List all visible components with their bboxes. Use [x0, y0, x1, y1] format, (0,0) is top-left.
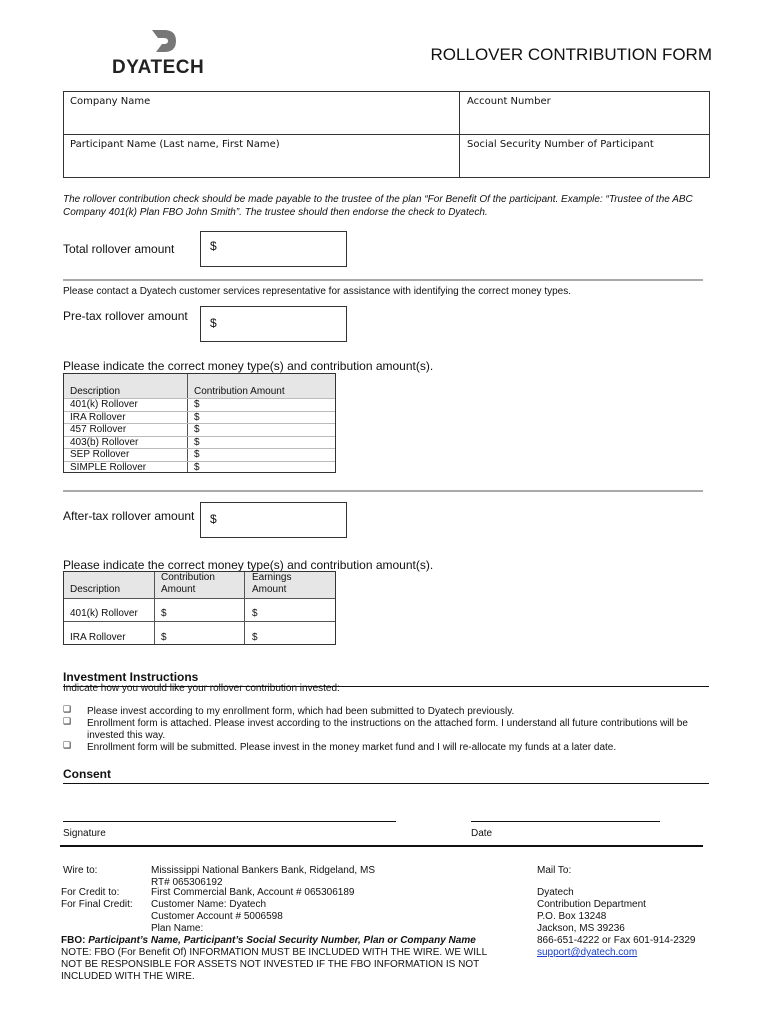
row-contribution-input[interactable]: $	[161, 608, 167, 619]
consent-heading	[63, 765, 709, 784]
wire-bank: Mississippi National Bankers Bank, Ridgeland, MS	[151, 865, 375, 876]
dyatech-logo	[110, 28, 210, 76]
investment-option-3: Enrollment form will be submitted. Please invest in the money market fund and I will re-allocate my funds at a later date.	[87, 742, 617, 753]
contact-note: Please contact a Dyatech customer services representative for assistance with identifying the correct money types.	[63, 286, 572, 297]
checkbox-icon[interactable]: ❑	[63, 717, 72, 727]
total-currency: $	[210, 239, 217, 253]
table-row	[64, 411, 335, 425]
final-credit-label: For Final Credit:	[61, 899, 133, 910]
investment-heading-text: Investment Instructions	[63, 670, 199, 684]
aftertax-indicate: Please indicate the correct money type(s) and contribution amount(s).	[63, 558, 434, 572]
mail-line-4: Jackson, MS 39236	[537, 923, 625, 934]
table-row	[64, 423, 335, 437]
fbo-label: FBO:	[61, 935, 86, 946]
pretax-input[interactable]	[200, 306, 347, 342]
aftertax-table	[63, 571, 336, 645]
mail-phone: 866-651-4222 or Fax 601-914-2329	[537, 935, 696, 946]
table-row	[64, 461, 335, 475]
row-amount-input[interactable]: $	[194, 436, 200, 448]
mail-to-label: Mail To:	[537, 865, 572, 876]
checkbox-icon[interactable]: ❑	[63, 741, 72, 751]
credit-to-label: For Credit to:	[61, 887, 120, 898]
participant-info-box	[63, 91, 710, 178]
pretax-col-description: Description	[70, 386, 121, 397]
aftertax-col-contribution: Contribution	[161, 572, 215, 583]
date-label: Date	[471, 828, 493, 839]
row-amount-input[interactable]: $	[194, 461, 200, 473]
table-row	[64, 398, 335, 412]
row-description: SEP Rollover	[70, 449, 130, 460]
fbo-line	[61, 935, 476, 946]
divider	[63, 490, 703, 492]
investment-sub: Indicate how you would like your rollover contribution invested:	[63, 683, 340, 694]
row-description: IRA Rollover	[70, 411, 126, 423]
ssn-field[interactable]: Social Security Number of Participant	[467, 139, 654, 150]
participant-name-field[interactable]: Participant Name (Last name, First Name)	[70, 139, 280, 150]
aftertax-col-earnings: Earnings	[252, 572, 292, 583]
aftertax-input[interactable]	[200, 502, 347, 538]
row-description: 401(k) Rollover	[70, 608, 138, 619]
divider	[63, 279, 703, 281]
aftertax-col-earnings-2: Amount	[252, 584, 287, 595]
plan-name: Plan Name:	[151, 923, 204, 934]
row-amount-input[interactable]: $	[194, 424, 200, 435]
checkbox-icon[interactable]: ❑	[63, 705, 72, 715]
consent-heading-text: Consent	[63, 767, 111, 781]
wire-note-1: NOTE: FBO (For Benefit Of) INFORMATION MUST BE INCLUDED WITH THE WIRE. WE WILL	[61, 947, 488, 958]
fbo-text: Participant’s Name, Participant’s Social Security Number, Plan or Company Name	[88, 935, 476, 946]
table-row	[64, 436, 335, 450]
wire-rt: RT# 065306192	[151, 877, 223, 888]
divider	[60, 845, 703, 847]
total-rollover-label: Total rollover amount	[63, 242, 175, 256]
investment-option-2-cont: invested this way.	[87, 730, 166, 741]
aftertax-label: After-tax rollover amount	[63, 509, 195, 523]
mail-line-2: Contribution Department	[537, 899, 646, 910]
customer-name: Customer Name: Dyatech	[151, 899, 267, 910]
row-amount-input[interactable]: $	[194, 399, 200, 410]
date-line[interactable]	[471, 821, 660, 822]
row-description: 457 Rollover	[70, 424, 127, 435]
logo-text: DYATECH	[112, 57, 205, 78]
row-earnings-input[interactable]: $	[252, 608, 258, 619]
row-contribution-input[interactable]: $	[161, 632, 167, 643]
row-description: 401(k) Rollover	[70, 399, 138, 410]
row-amount-input[interactable]: $	[194, 449, 200, 460]
mail-line-3: P.O. Box 13248	[537, 911, 607, 922]
wire-to-label: Wire to:	[63, 865, 98, 876]
investment-option-1: Please invest according to my enrollment form, which had been submitted to Dyatech previously.	[87, 706, 515, 717]
row-amount-input[interactable]: $	[194, 411, 200, 423]
signature-line[interactable]	[63, 821, 396, 822]
aftertax-col-description: Description	[70, 584, 121, 595]
aftertax-col-contribution-2: Amount	[161, 584, 196, 595]
wire-note-3: INCLUDED WITH THE WIRE.	[61, 971, 195, 982]
company-name-field[interactable]: Company Name	[70, 96, 151, 107]
pretax-table	[63, 373, 336, 473]
credit-to: First Commercial Bank, Account # 065306189	[151, 887, 355, 898]
row-earnings-input[interactable]: $	[252, 632, 258, 643]
row-description: IRA Rollover	[70, 632, 126, 643]
table-row	[64, 448, 335, 462]
row-description: 403(b) Rollover	[70, 436, 139, 448]
payable-note: The rollover contribution check should be made payable to the trustee of the plan “For Benefit Of the participant. Example: “Trustee of the ABC Company 401(k) Plan FBO John Smith”. The trustee should then endorse the check to Dyatech.	[63, 194, 693, 218]
pretax-col-amount: Contribution Amount	[194, 386, 285, 397]
signature-label: Signature	[63, 828, 106, 839]
customer-account: Customer Account # 5006598	[151, 911, 283, 922]
investment-option-2: Enrollment form is attached. Please invest according to the instructions on the attached form. I understand all future contributions will be	[87, 718, 688, 729]
pretax-indicate: Please indicate the correct money type(s) and contribution amount(s).	[63, 359, 434, 373]
mail-line-1: Dyatech	[537, 887, 574, 898]
wire-note-2: NOT BE RESPONSIBLE FOR ASSETS NOT INVESTED IF THE FBO INFORMATION IS NOT	[61, 959, 480, 970]
support-email-link[interactable]: support@dyatech.com	[537, 947, 638, 958]
pretax-label: Pre-tax rollover amount	[63, 309, 188, 323]
pretax-currency: $	[210, 316, 217, 330]
row-description: SIMPLE Rollover	[70, 461, 147, 473]
account-number-field[interactable]: Account Number	[467, 96, 551, 107]
dyatech-logo-mark-icon	[148, 28, 178, 54]
aftertax-currency: $	[210, 512, 217, 526]
form-title: ROLLOVER CONTRIBUTION FORM	[430, 45, 712, 64]
total-rollover-input[interactable]	[200, 231, 347, 267]
